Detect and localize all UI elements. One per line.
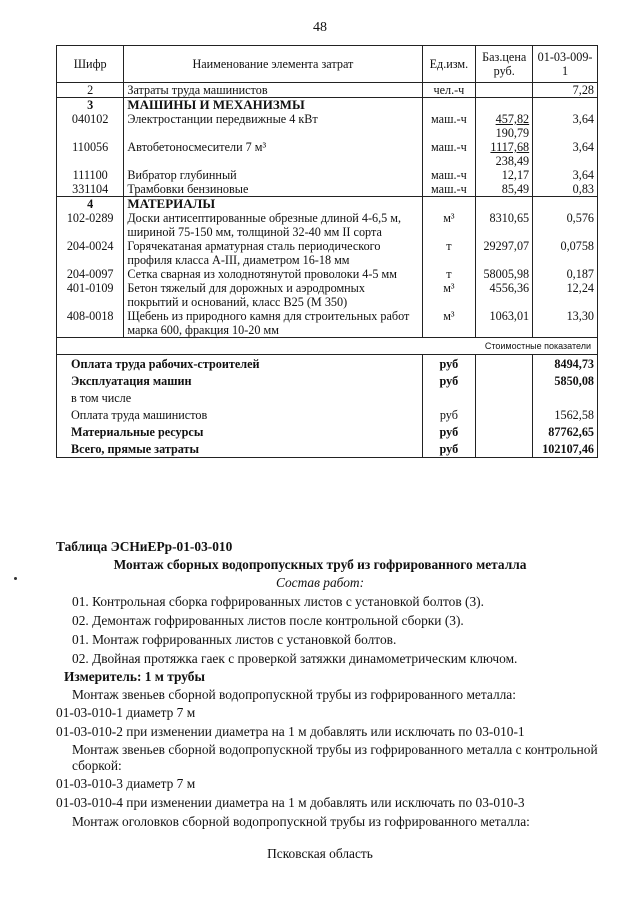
cell-unit: т [422, 267, 476, 281]
summary-row [57, 355, 598, 373]
table-row [57, 140, 598, 168]
header-code: Шифр [57, 46, 124, 83]
price-base: 58005,98 [483, 267, 530, 281]
section-row [57, 98, 598, 113]
price-base: 1063,01 [489, 309, 530, 323]
cell-code: 102-0289 [57, 211, 124, 239]
price-base: 4556,36 [489, 281, 530, 295]
price-wage: 238,49 [495, 154, 530, 168]
cell-code: 204-0097 [57, 267, 124, 281]
table-row [57, 112, 598, 140]
header-price: Баз.цена руб. [476, 46, 533, 83]
cell-name: Горячекатаная арматурная сталь периодического профиля класса А-III, диаметром 16-18 мм [124, 239, 422, 267]
summary-row [57, 372, 598, 389]
price-base: 29297,07 [483, 239, 530, 253]
cell-unit: маш.-ч [422, 182, 476, 197]
cell-unit: маш.-ч [422, 112, 476, 140]
section-title: Монтаж сборных водопропускных труб из гофрированного металла [113, 557, 527, 572]
cell-code: 3 [57, 98, 124, 113]
footer-region: Псковская область [267, 846, 373, 861]
summary-value: 1562,58 [533, 406, 598, 423]
summary-row [57, 389, 598, 406]
cell-price [476, 168, 533, 182]
work-item: 02. Демонтаж гофрированных листов после контрольной сборки (3). [72, 613, 464, 628]
group-title: сборкой: [72, 758, 122, 773]
cell-name: Трамбовки бензиновые [124, 182, 422, 197]
cell-unit: м³ [422, 211, 476, 239]
cell-value: 12,24 [533, 281, 598, 309]
cell-unit: т [422, 239, 476, 267]
cell-code: 4 [57, 197, 124, 212]
cell-price [476, 182, 533, 197]
price-base: 457,82 [495, 112, 530, 126]
meter: Измеритель: 1 м трубы [64, 669, 205, 684]
cell-price [476, 112, 533, 140]
cell-name: Вибратор глубинный [124, 168, 422, 182]
summary-row [57, 423, 598, 440]
composition-title: Состав работ: [275, 575, 365, 590]
cell-price [476, 98, 533, 113]
work-item: 01. Монтаж гофрированных листов с установкой болтов. [72, 632, 397, 647]
table-row [57, 182, 598, 197]
summary-name: в том числе [57, 389, 423, 406]
cell-name: Сетка сварная из холоднотянутой проволоки 4-5 мм [124, 267, 422, 281]
table-row [57, 168, 598, 182]
cell-unit [422, 197, 476, 212]
cell-code: 110056 [57, 140, 124, 168]
rate-item: 01-03-010-3 диаметр 7 м [56, 776, 196, 791]
table-id: Таблица ЭСНиЕРр-01-03-010 [56, 539, 233, 554]
group-title: Монтаж звеньев сборной водопропускной трубы из гофрированного металла: [72, 687, 516, 702]
cell-unit [422, 98, 476, 113]
work-item: 02. Двойная протяжка гаек с проверкой затяжки динамометрическим ключом. [72, 651, 518, 666]
cell-code: 111100 [57, 168, 124, 182]
group-title: Монтаж оголовков сборной водопропускной трубы из гофрированного металла: [72, 814, 530, 829]
price-base: 8310,65 [489, 211, 530, 225]
cell-value [533, 98, 598, 113]
cell-code: 331104 [57, 182, 124, 197]
summary-value: 8494,73 [533, 355, 598, 373]
cell-value: 3,64 [533, 140, 598, 168]
cell-name: Бетон тяжелый для дорожных и аэродромных покрытий и оснований, класс В25 (М 350) [124, 281, 422, 309]
cell-code: 204-0024 [57, 239, 124, 267]
summary-value: 102107,46 [533, 440, 598, 458]
rate-item: 01-03-010-1 диаметр 7 м [56, 705, 196, 720]
summary-empty [476, 406, 533, 423]
cell-unit: м³ [422, 309, 476, 338]
cell-price [476, 140, 533, 168]
summary-empty [476, 440, 533, 458]
cell-price [476, 281, 533, 309]
summary-name: Оплата труда рабочих-строителей [57, 355, 423, 373]
cell-price [476, 197, 533, 212]
cell-code: 401-0109 [57, 281, 124, 309]
cell-value: 7,28 [533, 83, 598, 98]
cell-name: Электростанции передвижные 4 кВт [124, 112, 422, 140]
cell-price [476, 267, 533, 281]
cell-value: 0,187 [533, 267, 598, 281]
table-row [57, 83, 598, 98]
cell-code: 040102 [57, 112, 124, 140]
table-row [57, 267, 598, 281]
summary-row [57, 406, 598, 423]
cell-unit: м³ [422, 281, 476, 309]
page-number: 48 [313, 20, 327, 35]
rate-item: 01-03-010-4 при изменении диаметра на 1 м добавлять или исключать по 03-010-3 [56, 795, 525, 810]
table-header-row [57, 46, 598, 83]
summary-row [57, 440, 598, 458]
summary-unit: руб [422, 406, 476, 423]
cell-price [476, 239, 533, 267]
summary-unit: руб [422, 372, 476, 389]
summary-empty [476, 355, 533, 373]
cell-unit: маш.-ч [422, 140, 476, 168]
summary-name: Материальные ресурсы [57, 423, 423, 440]
summary-value: 5850,08 [533, 372, 598, 389]
cost-table [56, 45, 598, 458]
header-unit: Ед.изм. [422, 46, 476, 83]
cell-value: 0,83 [533, 182, 598, 197]
summary-empty [476, 389, 533, 406]
margin-dot [14, 577, 17, 580]
summary-unit: руб [422, 440, 476, 458]
summary-unit [422, 389, 476, 406]
cell-code: 2 [57, 83, 124, 98]
cell-name: Доски антисептированные обрезные длиной 4-6,5 м, шириной 75-150 мм, толщиной 32-40 мм II сорта [124, 211, 422, 239]
table-row [57, 309, 598, 338]
summary-value: 87762,65 [533, 423, 598, 440]
price-base: 12,17 [501, 168, 530, 182]
rate-item: 01-03-010-2 при изменении диаметра на 1 м добавлять или исключать по 03-010-1 [56, 724, 525, 739]
cell-value: 3,64 [533, 168, 598, 182]
header-value: 01-03-009-1 [533, 46, 598, 83]
table-row [57, 211, 598, 239]
cell-unit: маш.-ч [422, 168, 476, 182]
summary-empty [476, 423, 533, 440]
summary-caption-row [57, 338, 598, 355]
summary-unit: руб [422, 355, 476, 373]
cell-value [533, 197, 598, 212]
group-title: Монтаж звеньев сборной водопропускной трубы из гофрированного металла с контрольной [72, 742, 598, 757]
summary-caption: Стоимостные показатели [57, 338, 598, 355]
table-row [57, 281, 598, 309]
cell-name: Щебень из природного камня для строительных работ марка 600, фракция 10-20 мм [124, 309, 422, 338]
cell-code: 408-0018 [57, 309, 124, 338]
summary-name: Оплата труда машинистов [57, 406, 423, 423]
cell-name: Затраты труда машинистов [124, 83, 422, 98]
price-base: 1117,68 [490, 140, 530, 154]
summary-value [533, 389, 598, 406]
header-name: Наименование элемента затрат [124, 46, 422, 83]
cell-name: МАТЕРИАЛЫ [124, 197, 422, 212]
cell-value: 13,30 [533, 309, 598, 338]
cell-name: МАШИНЫ И МЕХАНИЗМЫ [124, 98, 422, 113]
cell-price [476, 83, 533, 98]
price-wage: 190,79 [495, 126, 530, 140]
work-item: 01. Контрольная сборка гофрированных листов с установкой болтов (3). [72, 594, 484, 609]
cell-price [476, 309, 533, 338]
cell-unit: чел.-ч [422, 83, 476, 98]
summary-name: Эксплуатация машин [57, 372, 423, 389]
cell-name: Автобетоносмесители 7 м³ [124, 140, 422, 168]
cell-value: 3,64 [533, 112, 598, 140]
section-row [57, 197, 598, 212]
summary-name: Всего, прямые затраты [57, 440, 423, 458]
cell-price [476, 211, 533, 239]
table-row [57, 239, 598, 267]
summary-unit: руб [422, 423, 476, 440]
summary-empty [476, 372, 533, 389]
price-base: 85,49 [501, 182, 530, 196]
cell-value: 0,576 [533, 211, 598, 239]
cell-value: 0,0758 [533, 239, 598, 267]
